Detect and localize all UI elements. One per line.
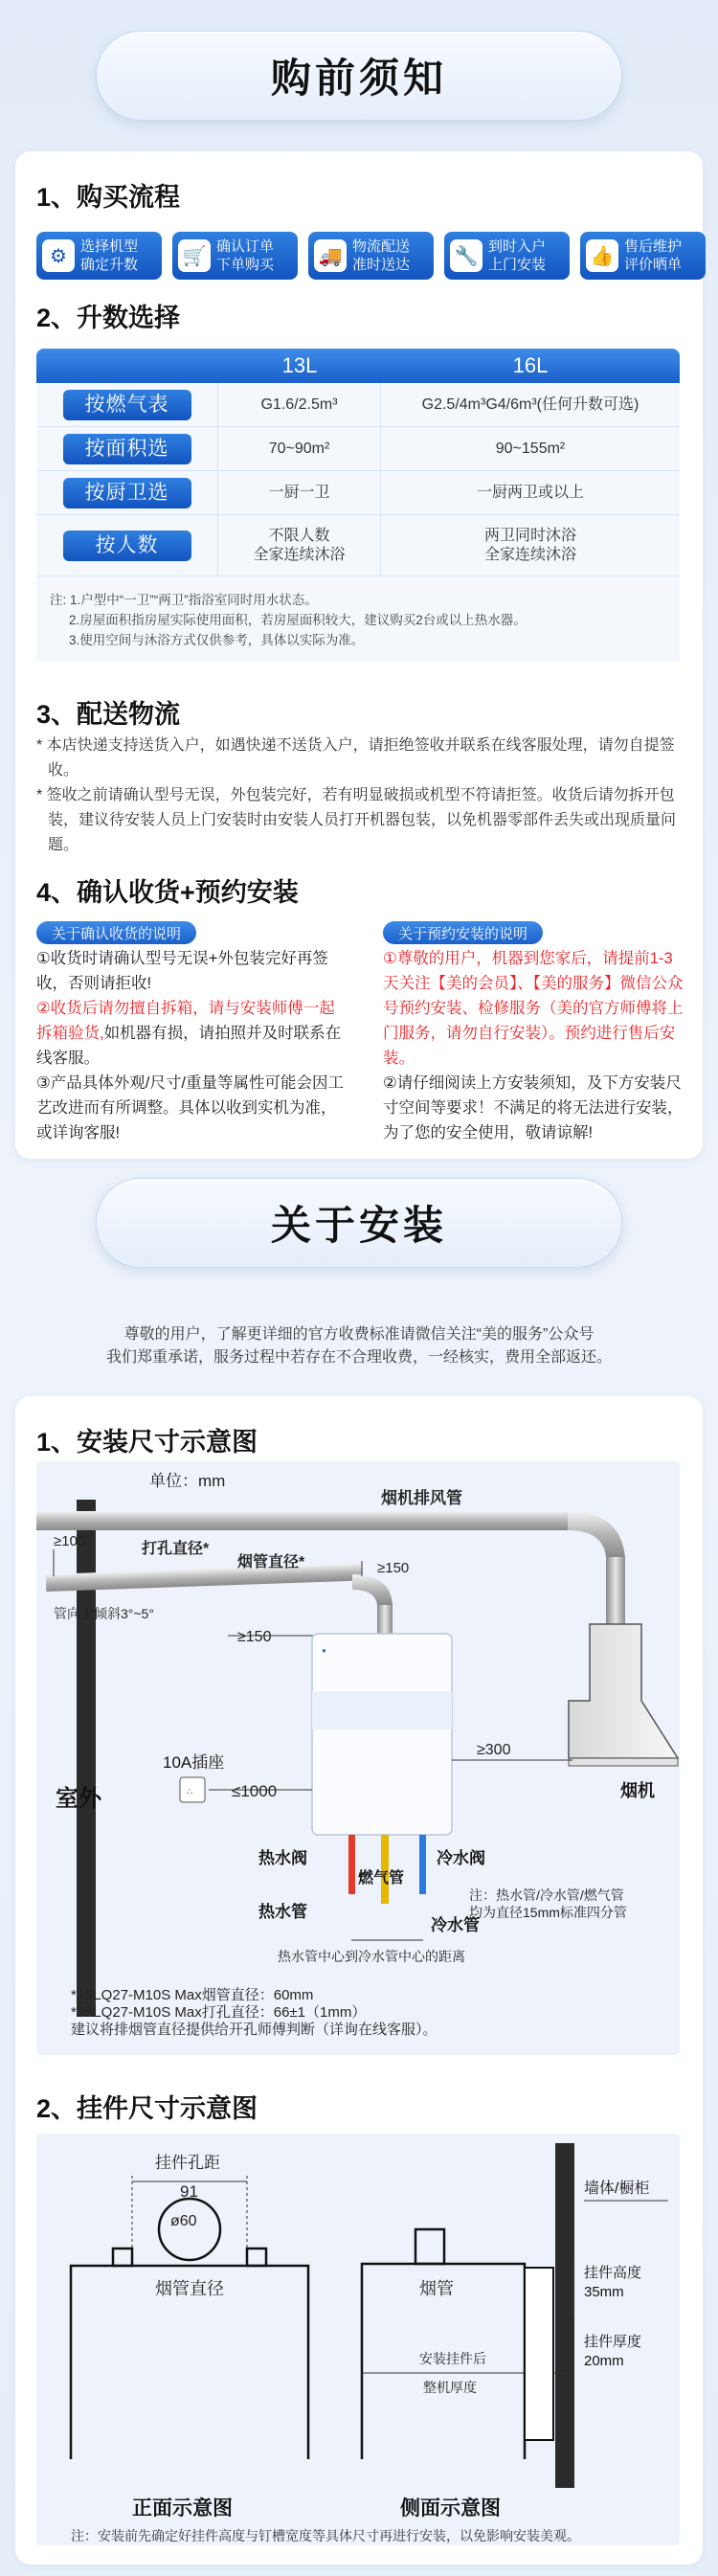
step-label: 准时送达 <box>352 257 411 273</box>
install-intro <box>38 1323 680 1369</box>
note-line: 注: 1.户型中“一卫”“两卫”指浴室同时用水状态。 <box>50 593 318 607</box>
install-title: 关于安装 <box>96 1178 622 1268</box>
dim-150-side: ≥150 <box>237 1629 272 1645</box>
table-row <box>36 383 680 427</box>
receipt-notes <box>36 946 350 1145</box>
receipt-note-warning: ②收货后请勿擅自拆箱，请与安装师傅一起拆箱验货, <box>36 1000 335 1042</box>
bracket-note: 注：安装前先确定好挂件高度与钉槽宽度等具体尺寸再进行安装，以免影响安装美观。 <box>71 2528 580 2543</box>
water-heater <box>312 1634 452 1835</box>
gas-pipe-shape <box>381 1835 389 1904</box>
table-cell: G2.5/4m³G4/6m³(任何升数可选) <box>421 395 639 413</box>
page-title: 购前须知 <box>96 31 622 121</box>
brand-mark: ● <box>322 1646 326 1655</box>
step-select-model <box>36 232 162 280</box>
step-label: 到时入户 <box>488 238 547 255</box>
step-label: 评价晒单 <box>624 257 683 273</box>
column-header: 13L <box>281 353 318 377</box>
side-pipe-label: 烟管 <box>419 2279 454 2298</box>
hole-label: 打孔直径* <box>142 1541 210 1557</box>
pipe-dia-label: 烟管直径* <box>237 1554 305 1570</box>
dim-91: 91 <box>180 2182 198 2201</box>
table-cell: 一厨两卫或以上 <box>476 484 584 501</box>
cold-pipe-label: 冷水管 <box>431 1916 480 1934</box>
table-cell: 一厨一卫 <box>218 471 381 514</box>
bracket-dimension-diagram <box>36 2134 680 2545</box>
slope-label: 管向上倾斜3°~5° <box>54 1606 154 1621</box>
center-distance-label: 热水管中心到冷水管中心的距离 <box>278 1949 465 1964</box>
diagram2-heading: 2、挂件尺寸示意图 <box>36 2094 258 2123</box>
step-delivery <box>308 232 434 280</box>
table-cell: 两卫同时沐浴 <box>483 527 576 544</box>
step-label: 确认订单 <box>216 238 275 255</box>
step-label: 上门安装 <box>488 257 547 273</box>
step-aftersale <box>580 232 706 280</box>
step-label: 选择机型 <box>80 238 139 255</box>
purchase-steps <box>36 232 706 280</box>
socket-label: 10A插座 <box>163 1753 225 1772</box>
install-notes <box>383 946 685 1145</box>
receipt-note: ③产品具体外观/尺寸/重量等属性可能会因工艺改进而有所调整。具体以收到实机为准，或详询客服! <box>36 1074 344 1141</box>
hang-thickness-label: 挂件厚度 <box>584 2334 642 2350</box>
capacity-table <box>36 349 680 662</box>
delivery-item: * 本店快递支持送货入户，如遇快递不送货入户，请拒绝签收并联系在线客服处理，请勿自提签收。 <box>36 737 675 779</box>
confirm-heading: 4、确认收货+预约安装 <box>36 878 299 907</box>
footnote: *JSLQ27-M10S Max烟管直径：60mm <box>71 1987 314 2003</box>
pipe-note-1: 注：热水管/冷水管/燃气管 <box>469 1887 624 1903</box>
thumb-icon: 👍 <box>586 239 618 272</box>
purchase-notice-card <box>15 151 703 1159</box>
heater-display-panel <box>312 1691 452 1729</box>
table-cell: G1.6/2.5m³ <box>218 383 381 426</box>
cold-water-pipe <box>419 1835 426 1894</box>
intro-line: 我们郑重承诺，服务过程中若存在不合理收费，一经核实，费用全部返还。 <box>105 1349 612 1366</box>
exhaust-label: 烟机排风管 <box>381 1489 462 1507</box>
gas-pipe-label: 燃气管 <box>358 1870 405 1887</box>
row-label: 按燃气表 <box>63 390 191 420</box>
front-pipe-label: 烟管直径 <box>155 2279 224 2298</box>
purchase-flow-heading: 1、购买流程 <box>36 183 181 212</box>
step-label: 下单购买 <box>216 257 275 273</box>
note-line: 2.房屋面积指房屋实际使用面积，若房屋面积较大，建议购买2台或以上热水器。 <box>69 613 527 627</box>
delivery-text <box>36 734 687 858</box>
table-cell: 不限人数 <box>268 527 330 544</box>
row-label: 按厨卫选 <box>63 478 191 508</box>
bracket-side <box>525 2268 553 2440</box>
exhaust-riser <box>606 1557 625 1624</box>
wall-label: 墙体/橱柜 <box>584 2181 650 2197</box>
row-label: 按面积选 <box>63 434 191 464</box>
dim-60: ø60 <box>170 2213 197 2229</box>
range-hood-base <box>569 1758 678 1766</box>
step-label: 确定升数 <box>80 257 139 273</box>
footnote: 建议将排烟管直径提供给开孔师傅判断（详询在线客服）。 <box>71 2022 438 2038</box>
wrench-icon: 🔧 <box>450 239 482 272</box>
table-row <box>36 471 680 515</box>
socket-icon: ∴ <box>187 1787 193 1797</box>
after-install-label: 整机厚度 <box>423 2380 477 2395</box>
delivery-item: * 签收之前请确认型号无误，外包装完好，若有明显破损或机型不符请拒签。收货后请勿拆开包装，建议待安装人员上门安装时由安装人员打开机器包装，以免机器零部件丢失或出现质量问题。 <box>36 787 677 853</box>
cart-icon: 🛒 <box>178 239 211 272</box>
capacity-notes <box>36 576 680 662</box>
hot-pipe-label: 热水管 <box>258 1903 307 1921</box>
table-cell: 90~155m² <box>495 440 566 457</box>
receipt-note: ①收货时请确认型号无误+外包装完好再签收，否则请拒收! <box>36 950 328 992</box>
table-header <box>36 349 680 383</box>
front-view-label: 正面示意图 <box>132 2497 233 2520</box>
column-header <box>36 349 218 383</box>
truck-icon: 🚚 <box>314 239 347 272</box>
install-card <box>15 1396 703 2565</box>
receipt-note: 如机器有损，请拍照并及时联系在线客服。 <box>36 1025 342 1067</box>
hot-water-pipe <box>348 1835 355 1894</box>
hood-label: 烟机 <box>620 1781 655 1800</box>
flue-riser <box>377 1605 393 1634</box>
install-note: ②请仔细阅读上方安装须知，及下方安装尺寸空间等要求！不满足的将无法进行安装，为了您的安全使用，敬请谅解! <box>383 1074 684 1141</box>
hang-thickness-value: 20mm <box>584 2353 624 2369</box>
side-view-label: 侧面示意图 <box>400 2497 501 2520</box>
unit-label: 单位：mm <box>149 1472 226 1490</box>
pipe-note-2: 均为直径15mm标准四分管 <box>469 1905 627 1920</box>
table-cell: 70~90m² <box>218 427 381 470</box>
note-line: 3.使用空间与沐浴方式仅供参考，具体以实际为准。 <box>69 633 365 647</box>
install-dimension-diagram <box>36 1461 680 2055</box>
table-row <box>36 515 680 576</box>
install-tag: 关于预约安装的说明 <box>383 921 543 944</box>
dim-100: ≥100 <box>54 1533 86 1549</box>
capacity-heading: 2、升数选择 <box>36 304 181 332</box>
step-order <box>172 232 298 280</box>
hole-distance-label: 挂件孔距 <box>155 2154 220 2172</box>
delivery-heading: 3、配送物流 <box>36 700 181 729</box>
table-cell: 全家连续沐浴 <box>253 546 346 563</box>
install-note-warning: ①尊敬的用户，机器到您家后，请提前1-3天关注【美的会员】、【美的服务】微信公众号预约安装、检修服务（美的官方师傅将上门服务，请勿自行安装）。预约进行售后安装。 <box>383 950 684 1067</box>
receipt-tag: 关于确认收货的说明 <box>36 921 196 944</box>
step-install <box>444 232 570 280</box>
hot-valve-label: 热水阀 <box>258 1849 307 1867</box>
outdoor-label: 室外 <box>56 1786 101 1812</box>
footnote: *JSLQ27-M10S Max打孔直径：66±1（1mm） <box>71 2004 367 2021</box>
dim-1000: ≤1000 <box>232 1782 278 1800</box>
row-label: 按人数 <box>63 531 191 561</box>
table-row <box>36 427 680 471</box>
hang-height-value: 35mm <box>584 2284 624 2300</box>
after-install-label: 安装挂件后 <box>419 2351 486 2366</box>
step-label: 售后维护 <box>624 238 683 255</box>
gear-icon: ⚙ <box>42 239 75 272</box>
exhaust-pipe <box>36 1511 572 1530</box>
hang-height-label: 挂件高度 <box>584 2265 642 2281</box>
dim-150-top: ≥150 <box>377 1560 410 1576</box>
dim-300: ≥300 <box>477 1742 511 1758</box>
column-header: 16L <box>512 353 549 377</box>
wall <box>555 2143 574 2488</box>
step-label: 物流配送 <box>352 238 411 255</box>
diagram1-heading: 1、安装尺寸示意图 <box>36 1428 258 1457</box>
table-cell: 全家连续沐浴 <box>483 546 576 563</box>
cold-valve-label: 冷水阀 <box>437 1849 485 1867</box>
intro-line: 尊敬的用户，了解更详细的官方收费标准请微信关注“美的服务”公众号 <box>123 1326 595 1343</box>
